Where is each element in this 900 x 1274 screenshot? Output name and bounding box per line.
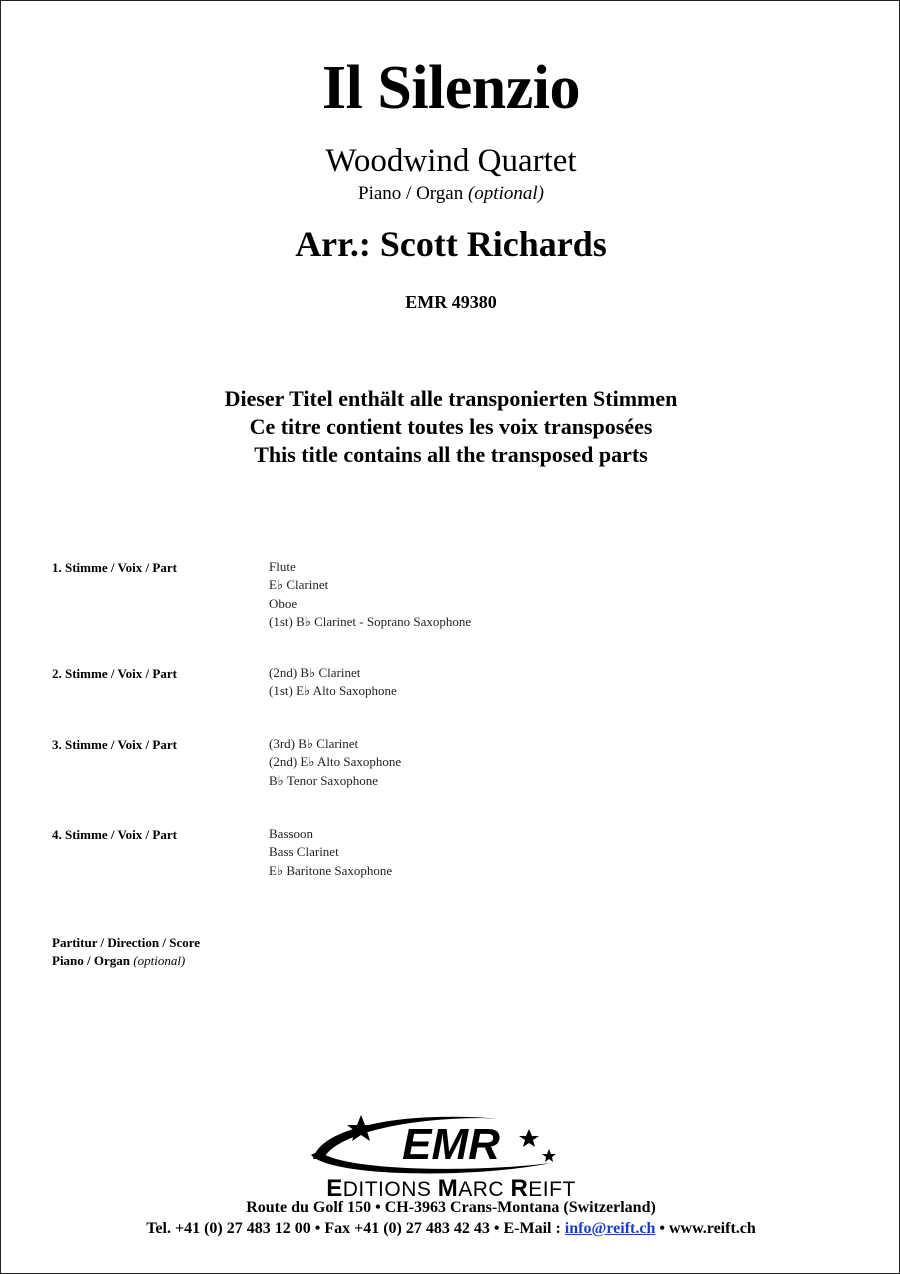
piano-organ-optional: (optional): [133, 953, 186, 968]
instrument: Bassoon: [269, 826, 314, 841]
part-4-label: 4. Stimme / Voix / Part: [52, 827, 177, 842]
instrument: Bass Clarinet: [269, 844, 339, 860]
contact-web: • www.reift.ch: [655, 1220, 756, 1237]
instrumentation: [1, 183, 900, 205]
notice-french: Ce titre contient toutes les voix transposées: [249, 414, 653, 439]
instrument: (2nd) B♭ Clarinet: [269, 665, 361, 680]
notice-english: This title contains all the transposed parts: [254, 442, 648, 467]
part-3-label: 3. Stimme / Voix / Part: [52, 737, 177, 752]
title: Il Silenzio: [321, 54, 581, 122]
instrument: Flute: [269, 559, 296, 574]
part-4-instruments: [269, 825, 392, 880]
emr-logo: [301, 1107, 601, 1177]
piano-organ-label: [52, 953, 185, 969]
piano-organ-text: Piano / Organ: [52, 953, 131, 968]
publisher-initial-r: R: [510, 1175, 529, 1202]
notice-german: Dieser Titel enthält alle transponierten Stimmen: [224, 386, 678, 411]
logo-text: EMR: [402, 1120, 500, 1169]
publisher-address: Route du Golf 150 • CH-3963 Crans-Montana (Switzerland): [246, 1199, 656, 1216]
instrument: (1st) B♭ Clarinet - Soprano Saxophone: [269, 613, 472, 629]
instrument: E♭ Clarinet: [269, 577, 329, 593]
arranger: Arr.: Scott Richards: [295, 224, 607, 264]
publisher-word-3: EIFT: [528, 1178, 576, 1201]
instrumentation-main: Piano / Organ: [358, 183, 464, 204]
part-3-instruments: [269, 735, 401, 790]
publisher-initial-e: E: [326, 1175, 343, 1202]
score-label: Partitur / Direction / Score: [52, 935, 201, 950]
subtitle: Woodwind Quartet: [325, 143, 577, 179]
instrument: (3rd) B♭ Clarinet: [269, 736, 359, 751]
part-2-instruments: [269, 664, 397, 701]
instrument: Oboe: [269, 595, 298, 611]
publisher-word-1: DITIONS: [342, 1178, 438, 1201]
logo-star-icon: [519, 1129, 539, 1147]
part-1-instruments: [269, 558, 471, 631]
catalog-number: EMR 49380: [405, 292, 497, 312]
publisher-initial-m: M: [437, 1175, 459, 1202]
instrument: E♭ Baritone Saxophone: [269, 862, 393, 878]
publisher-word-2: ARC: [458, 1178, 511, 1201]
instrument: (1st) E♭ Alto Saxophone: [269, 683, 397, 699]
part-1-label: 1. Stimme / Voix / Part: [52, 560, 177, 575]
email-link[interactable]: info@reift.ch: [564, 1220, 656, 1237]
instrumentation-optional: (optional): [467, 183, 544, 204]
part-2-label: 2. Stimme / Voix / Part: [52, 666, 177, 681]
contact-phone-fax: Tel. +41 (0) 27 483 12 00 • Fax +41 (0) 27 483 42 43 • E-Mail :: [146, 1220, 565, 1237]
instrument: B♭ Tenor Saxophone: [269, 772, 378, 788]
logo-star-icon: [542, 1149, 556, 1162]
instrument: (2nd) E♭ Alto Saxophone: [269, 754, 402, 770]
publisher-contact: [1, 1220, 900, 1238]
